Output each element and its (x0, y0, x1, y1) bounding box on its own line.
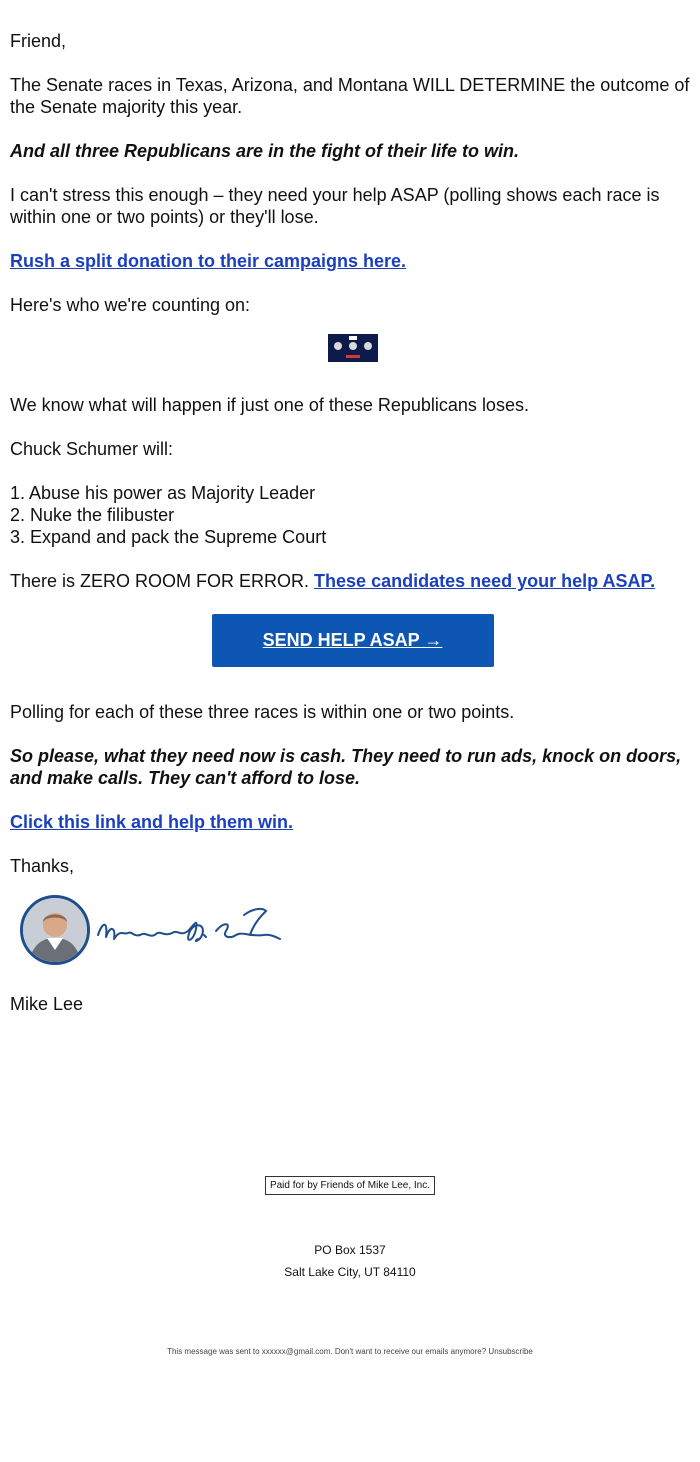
banner-logo (349, 336, 357, 340)
footer-paid-for (0, 1176, 700, 1195)
consequence-list (10, 482, 695, 548)
polling-paragraph: Polling for each of these three races is within one or two points. (10, 702, 515, 722)
counting-paragraph: Here's who we're counting on: (10, 295, 251, 315)
footer-address-line-1: PO Box 1537 (314, 1243, 386, 1257)
cash-paragraph: So please, what they need now is cash. They need to run ads, knock on doors, and make calls. They can't afford to lose. (10, 746, 682, 788)
help-them-win-link[interactable]: Click this link and help them win. (10, 812, 294, 832)
portrait-icon (23, 898, 87, 962)
candidates-banner-image[interactable] (328, 334, 378, 362)
signature-block (10, 891, 695, 971)
intro-paragraph: The Senate races in Texas, Arizona, and Montana WILL DETERMINE the outcome of the Senate majority this year. (10, 75, 690, 117)
candidates-help-link[interactable]: These candidates need your help ASAP. (314, 571, 656, 591)
zero-room-paragraph (10, 570, 695, 592)
footer-address-line-2: Salt Lake City, UT 84110 (284, 1265, 416, 1279)
schumer-paragraph: Chuck Schumer will: (10, 439, 174, 459)
thanks-text: Thanks, (10, 856, 75, 876)
list-item: 2. Nuke the filibuster (10, 505, 175, 525)
send-help-button[interactable]: SEND HELP ASAP → (212, 614, 494, 667)
banner-container (10, 334, 695, 362)
list-item: 3. Expand and pack the Supreme Court (10, 527, 327, 547)
greeting: Friend, (10, 31, 67, 51)
candidate-photo (364, 342, 372, 350)
cta-container (10, 614, 695, 667)
emphasis-paragraph: And all three Republicans are in the fight of their life to win. (10, 141, 520, 161)
know-paragraph: We know what will happen if just one of these Republicans loses. (10, 395, 529, 415)
email-body (10, 30, 695, 1015)
zero-room-text: There is ZERO ROOM FOR ERROR. (10, 571, 310, 591)
split-donation-link[interactable]: Rush a split donation to their campaigns here. (10, 251, 407, 271)
banner-button-strip (346, 355, 360, 358)
signature-image (94, 901, 284, 961)
list-item: 1. Abuse his power as Majority Leader (10, 483, 316, 503)
signer-name: Mike Lee (10, 994, 84, 1014)
stress-paragraph: I can't stress this enough – they need your help ASAP (polling shows each race is within one or two points) or they'll lose. (10, 185, 660, 227)
unsubscribe-line[interactable]: This message was sent to xxxxxx@gmail.com. Don't want to receive our emails anymore? Unsubscribe (167, 1347, 533, 1356)
avatar (20, 895, 90, 965)
candidate-photo (349, 342, 357, 350)
candidate-photo (334, 342, 342, 350)
paid-for-disclaimer: Paid for by Friends of Mike Lee, Inc. (265, 1176, 435, 1195)
